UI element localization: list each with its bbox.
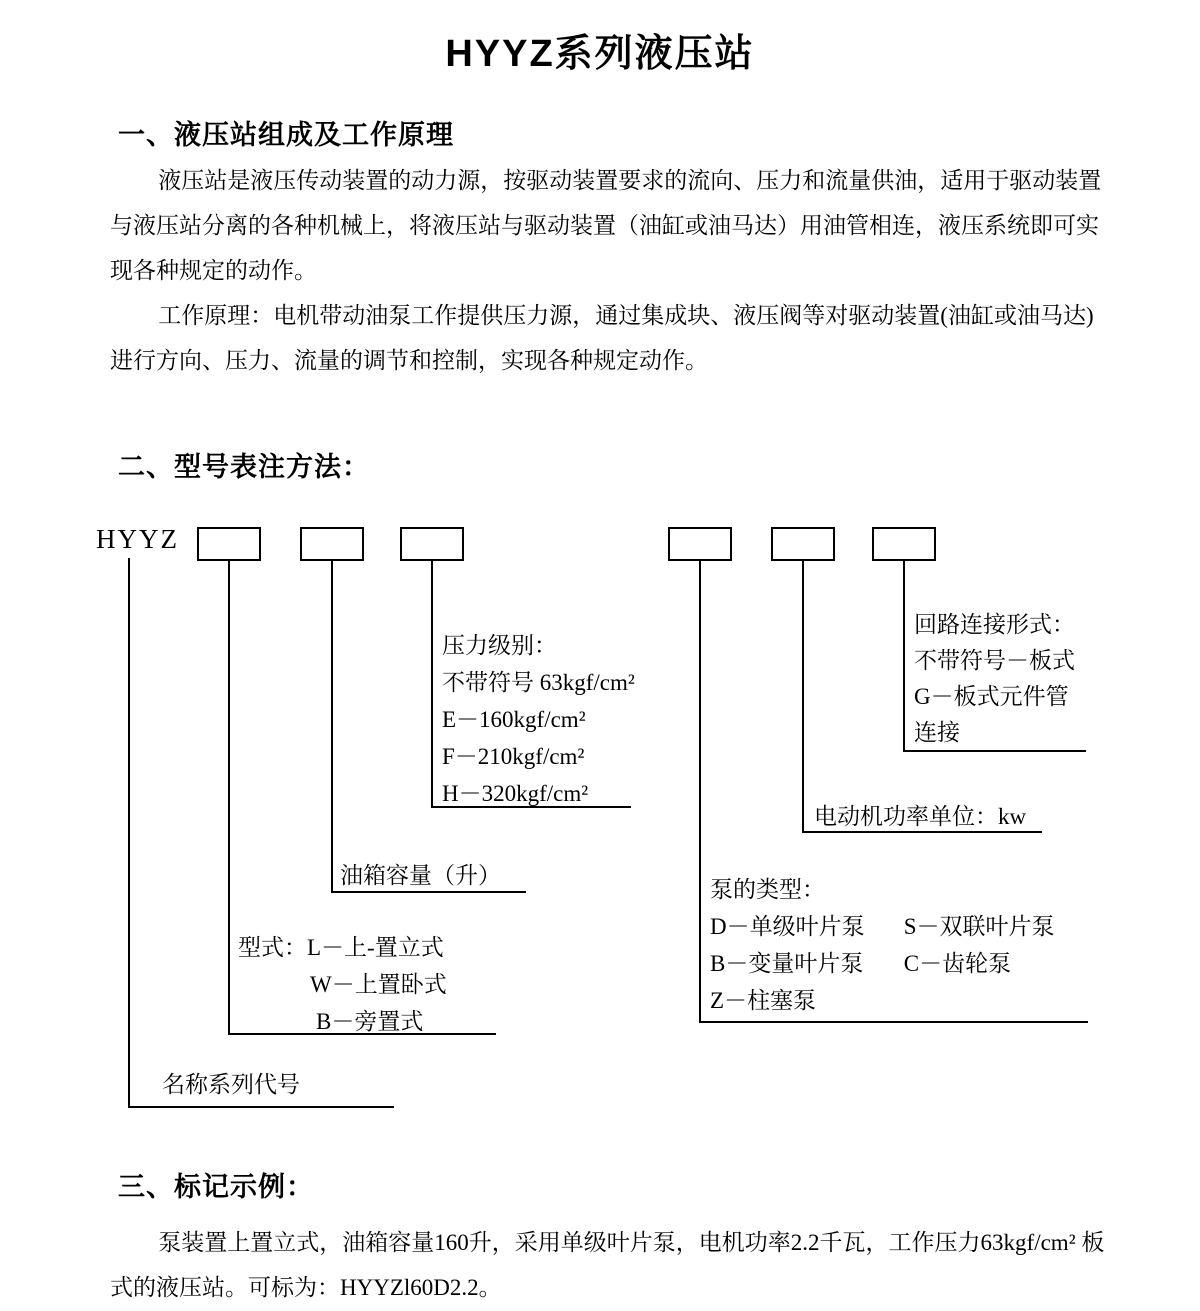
label-line: B－旁置式 [316,1009,424,1034]
label-line: 型式：L－上-置立式 [238,935,444,960]
series-code-label: HYYZ [96,524,179,554]
label-line: 不带符号－板式 [914,648,1075,673]
paragraph-2 [110,293,1092,383]
paragraph-line: 与液压站分离的各种机械上，将液压站与驱动装置（油缸或油马达）用油管相连，液压系统即可实 [110,213,1099,238]
connector-line-form [228,561,230,1035]
underline-series [128,1106,394,1108]
pump-type-label [710,871,1055,1019]
section-3-heading: 三、标记示例： [118,1172,314,1202]
paragraph-line: 工作原理：电机带动油泵工作提供压力源，通过集成块、液压阀等对驱动装置(油缸或油马达) [158,303,1094,328]
paragraph-1 [110,158,1102,293]
model-box-1 [197,527,261,561]
pump-type-row [710,945,1055,982]
page-title: HYYZ系列液压站 [445,33,755,75]
label-line: 回路连接形式： [914,612,1075,637]
model-box-5 [771,527,835,561]
model-box-6 [872,527,936,561]
form-type-label [238,929,447,1040]
pump-type-cell: S－双联叶片泵 [903,914,1055,939]
model-box-3 [400,527,464,561]
connector-line-pressure [431,561,433,808]
label-line: E－160kgf/cm² [442,707,586,732]
tank-capacity-label: 油箱容量（升） [340,863,501,888]
circuit-connection-label [914,607,1075,751]
pressure-level-label [442,627,635,812]
connector-line-series [128,558,130,1108]
connector-line-tank [331,561,333,893]
paragraph-line: 液压站是液压传动装置的动力源，按驱动装置要求的流向、压力和流量供油，适用于驱动装置 [158,168,1102,193]
section-1-heading: 一、液压站组成及工作原理 [118,120,454,150]
example-paragraph [110,1220,1105,1310]
paragraph-line: 现各种规定的动作。 [110,258,317,283]
paragraph-line: 进行方向、压力、流量的调节和控制，实现各种规定动作。 [110,348,708,373]
connector-line-circuit [903,561,905,752]
label-line: 压力级别： [442,633,557,658]
section-2-heading: 二、型号表注方法： [118,452,370,482]
pump-type-row [710,982,1055,1019]
pump-type-title: 泵的类型： [710,877,825,902]
paragraph-line: 泵装置上置立式，油箱容量160升，采用单级叶片泵，电机功率2.2千瓦，工作压力63kgf/cm² 板 [158,1230,1105,1255]
connector-line-motor [802,561,804,833]
label-line: 连接 [914,720,960,745]
model-box-2 [300,527,364,561]
pump-type-row [710,908,1055,945]
label-line: H－320kgf/cm² [442,781,589,806]
label-line: 不带符号 63kgf/cm² [442,670,635,695]
model-box-4 [668,527,732,561]
pump-type-cell: B－变量叶片泵 [710,951,864,976]
underline-pump [699,1021,1088,1023]
label-line: G－板式元件管 [914,684,1069,709]
pump-type-cell: D－单级叶片泵 [710,914,865,939]
pump-type-cell: Z－柱塞泵 [710,988,817,1013]
label-line: W－上置卧式 [310,972,447,997]
pump-type-cell: C－齿轮泵 [903,951,1012,976]
label-line: F－210kgf/cm² [442,744,585,769]
series-name-label: 名称系列代号 [162,1072,300,1097]
paragraph-line: 式的液压站。可标为：HYYZl60D2.2。 [110,1275,502,1300]
motor-power-label: 电动机功率单位：kw [814,804,1027,829]
connector-line-pump [699,561,701,1023]
